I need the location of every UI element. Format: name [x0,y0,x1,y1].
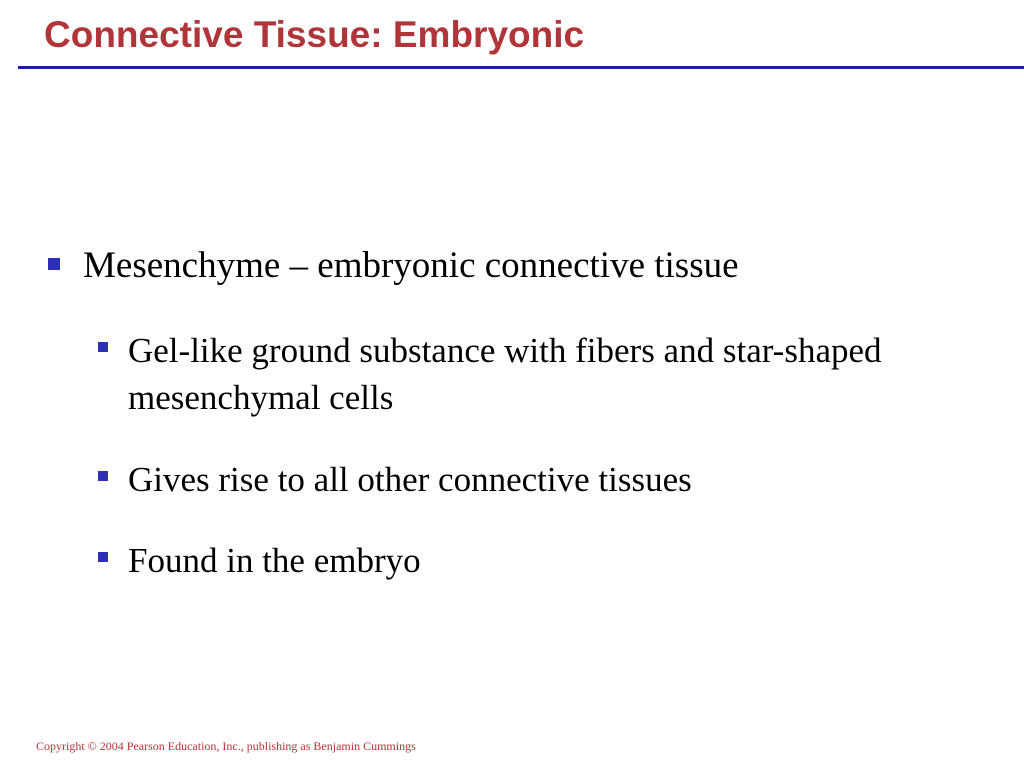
square-bullet-icon [98,552,108,562]
bullet-text: Mesenchyme – embryonic connective tissue [83,245,739,286]
square-bullet-icon [98,471,108,481]
slide-title: Connective Tissue: Embryonic [44,14,585,55]
square-bullet-icon [98,342,108,352]
square-bullet-icon [48,258,60,270]
sub-bullet-text: Found in the embryo [128,541,421,580]
copyright-footer: Copyright © 2004 Pearson Education, Inc., publishing as Benjamin Cummings [36,739,416,753]
sub-bullet-text: Gives rise to all other connective tissues [128,460,692,499]
sub-bullet-text: Gel-like ground substance with fibers and star-shaped mesenchymal cells [128,331,882,417]
title-divider [18,66,1024,69]
